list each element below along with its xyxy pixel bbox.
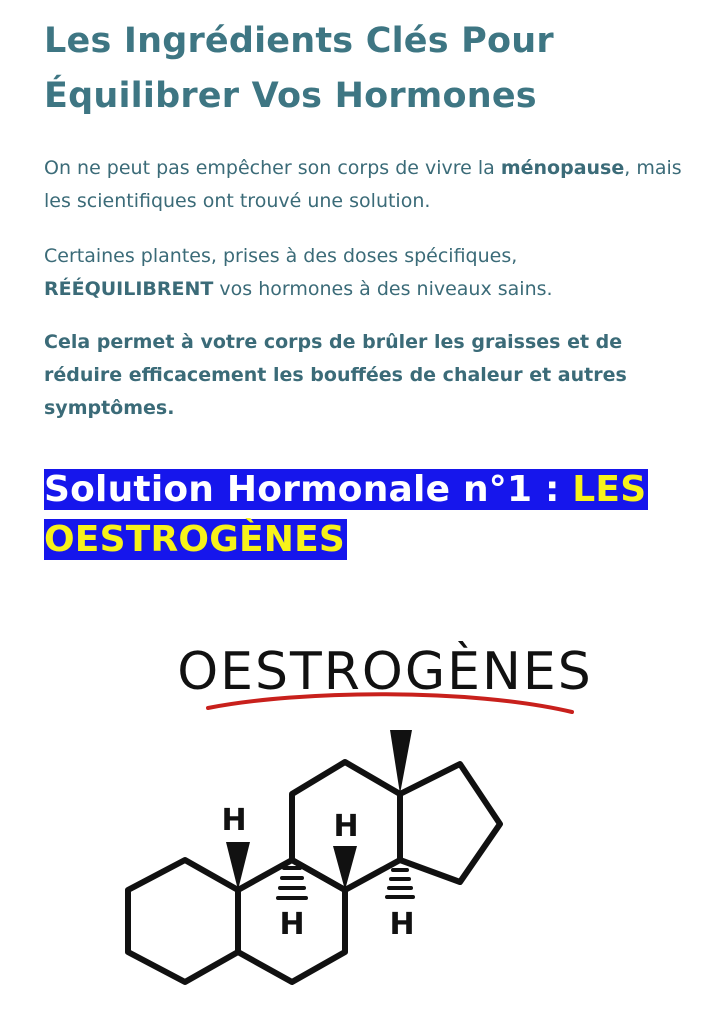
intro-text-before: On ne peut pas empêcher son corps de vivre la [44, 157, 501, 179]
plants-text-before: Certaines plantes, prises à des doses spécifiques, [44, 245, 518, 267]
article-content [44, 14, 684, 565]
solution-heading-yellow: LES OESTROGÈNES [44, 469, 647, 560]
hydrogen-label-1: H [221, 803, 247, 838]
page-title-line-2: Équilibrer Vos Hormones [44, 76, 537, 116]
page-title [44, 14, 684, 124]
hashed-bond-right [387, 870, 413, 897]
intro-bold-menopause: ménopause [500, 157, 625, 179]
wedge-bond-top [390, 730, 412, 794]
illustration-label: OESTROGÈNES [177, 642, 593, 702]
solution-heading-white: Solution Hormonale n°1 : [44, 469, 573, 510]
intro-text-after: , mais les scientifiques ont trouvé une solution. [44, 157, 682, 212]
ring-a [128, 860, 238, 982]
plants-text-after: vos hormones à des niveaux sains. [213, 278, 553, 300]
plants-bold-reequilibrent: RÉÉQUILIBRENT [44, 278, 214, 300]
benefit-paragraph: Cela permet à votre corps de brûler les graisses et de réduire efficacement les bouffées de chaleur et autres symptômes. [44, 331, 627, 419]
solution-heading-highlight [44, 469, 648, 560]
ring-d [400, 764, 500, 882]
hashed-bond-left [278, 868, 306, 898]
estrogen-illustration [0, 632, 724, 1024]
steroid-structure [0, 632, 724, 1024]
hydrogen-label-3: H [279, 907, 305, 942]
solution-heading [44, 465, 684, 565]
intro-paragraph [44, 152, 684, 218]
plants-paragraph [44, 240, 684, 306]
page-title-line-1: Les Ingrédients Clés Pour [44, 21, 554, 61]
hydrogen-label-2: H [333, 809, 359, 844]
hydrogen-label-4: H [389, 907, 415, 942]
label-underline [208, 694, 572, 712]
